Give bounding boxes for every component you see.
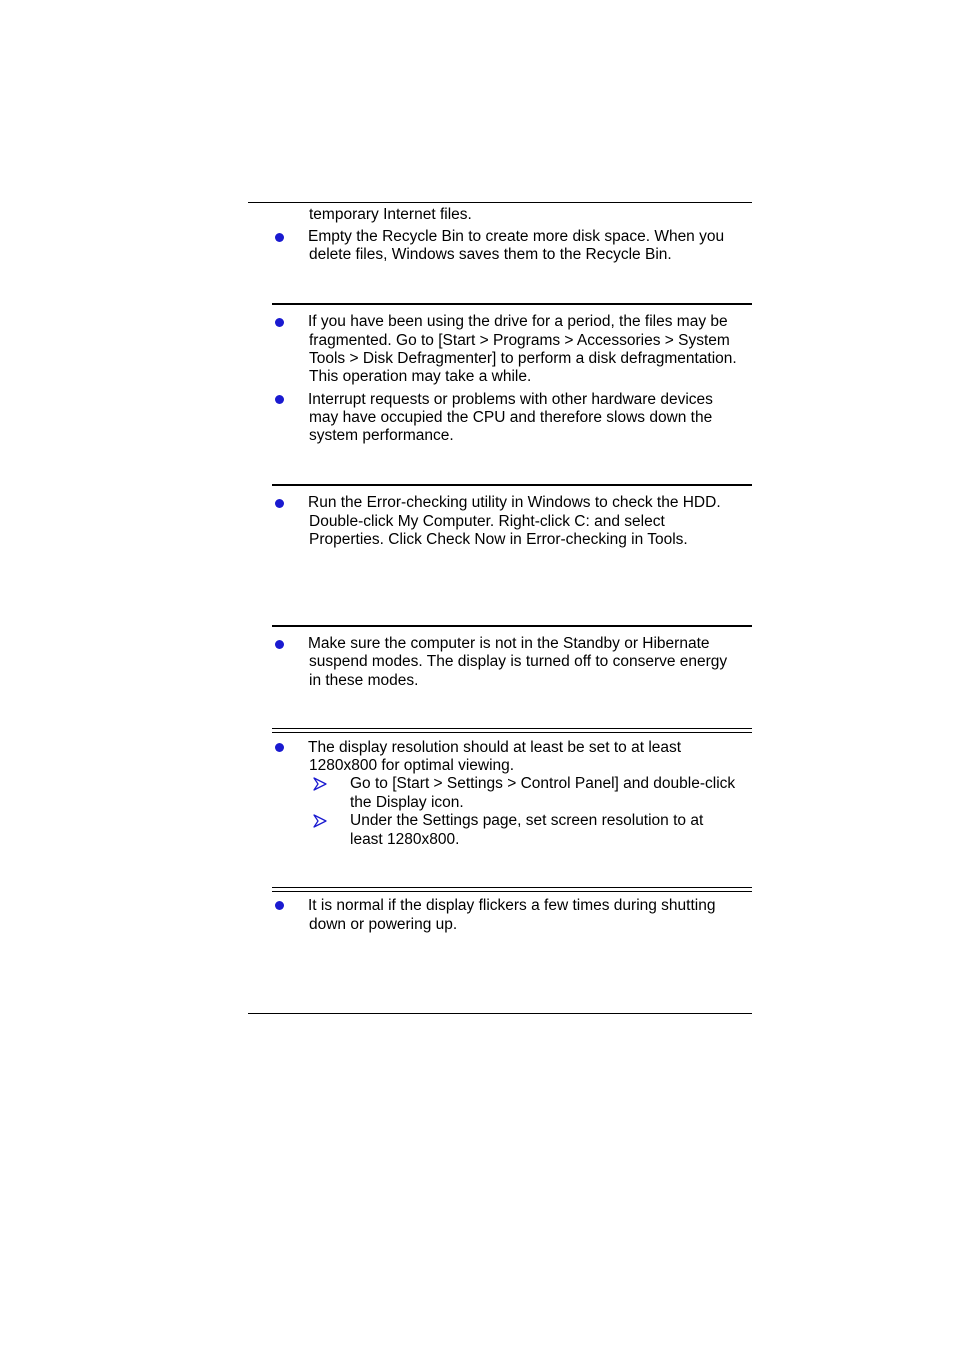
round-bullet-icon xyxy=(275,743,284,752)
top-rule xyxy=(248,202,752,203)
continuation-line: temporary Internet files. xyxy=(309,206,472,223)
item-line: Run the Error-checking utility in Windows to check the HDD. xyxy=(308,494,721,511)
round-bullet-icon xyxy=(275,901,284,910)
item-line: fragmented. Go to [Start > Programs > Accessories > System xyxy=(309,332,730,349)
arrowhead-bullet-icon xyxy=(313,814,327,828)
item-line: The display resolution should at least be set to at least xyxy=(308,739,682,756)
item-line: Tools > Disk Defragmenter] to perform a disk defragmentation. xyxy=(309,350,737,367)
item-line: It is normal if the display flickers a few times during shutting xyxy=(308,897,716,914)
item-line: Interrupt requests or problems with other hardware devices xyxy=(308,391,713,408)
section-rule xyxy=(272,887,752,892)
item-line: down or powering up. xyxy=(309,916,458,933)
bottom-rule xyxy=(248,1013,752,1014)
subitem-line: Go to [Start > Settings > Control Panel] and double-click xyxy=(350,775,736,792)
arrowhead-bullet-icon xyxy=(313,777,327,791)
item-line: This operation may take a while. xyxy=(309,368,532,385)
item-line: Empty the Recycle Bin to create more disk space. When you xyxy=(308,228,725,245)
item-line: Make sure the computer is not in the Standby or Hibernate xyxy=(308,635,710,652)
item-line: delete files, Windows saves them to the Recycle Bin. xyxy=(309,246,672,263)
subitem-line: Under the Settings page, set screen resolution to at xyxy=(350,812,704,829)
section-rule xyxy=(272,728,752,733)
item-line: may have occupied the CPU and therefore slows down the xyxy=(309,409,713,426)
round-bullet-icon xyxy=(275,640,284,649)
item-line: suspend modes. The display is turned off to conserve energy xyxy=(309,653,728,670)
section-rule xyxy=(272,303,752,305)
item-line: If you have been using the drive for a period, the files may be xyxy=(308,313,728,330)
subitem-line: least 1280x800. xyxy=(350,831,460,848)
round-bullet-icon xyxy=(275,499,284,508)
item-line: in these modes. xyxy=(309,672,419,689)
item-line: 1280x800 for optimal viewing. xyxy=(309,757,515,774)
section-rule xyxy=(272,484,752,486)
round-bullet-icon xyxy=(275,233,284,242)
item-line: system performance. xyxy=(309,427,454,444)
section-rule xyxy=(272,625,752,627)
item-line: Properties. Click Check Now in Error-checking in Tools. xyxy=(309,531,688,548)
subitem-line: the Display icon. xyxy=(350,794,464,811)
round-bullet-icon xyxy=(275,318,284,327)
item-line: Double-click My Computer. Right-click C: and select xyxy=(309,513,665,530)
round-bullet-icon xyxy=(275,395,284,404)
